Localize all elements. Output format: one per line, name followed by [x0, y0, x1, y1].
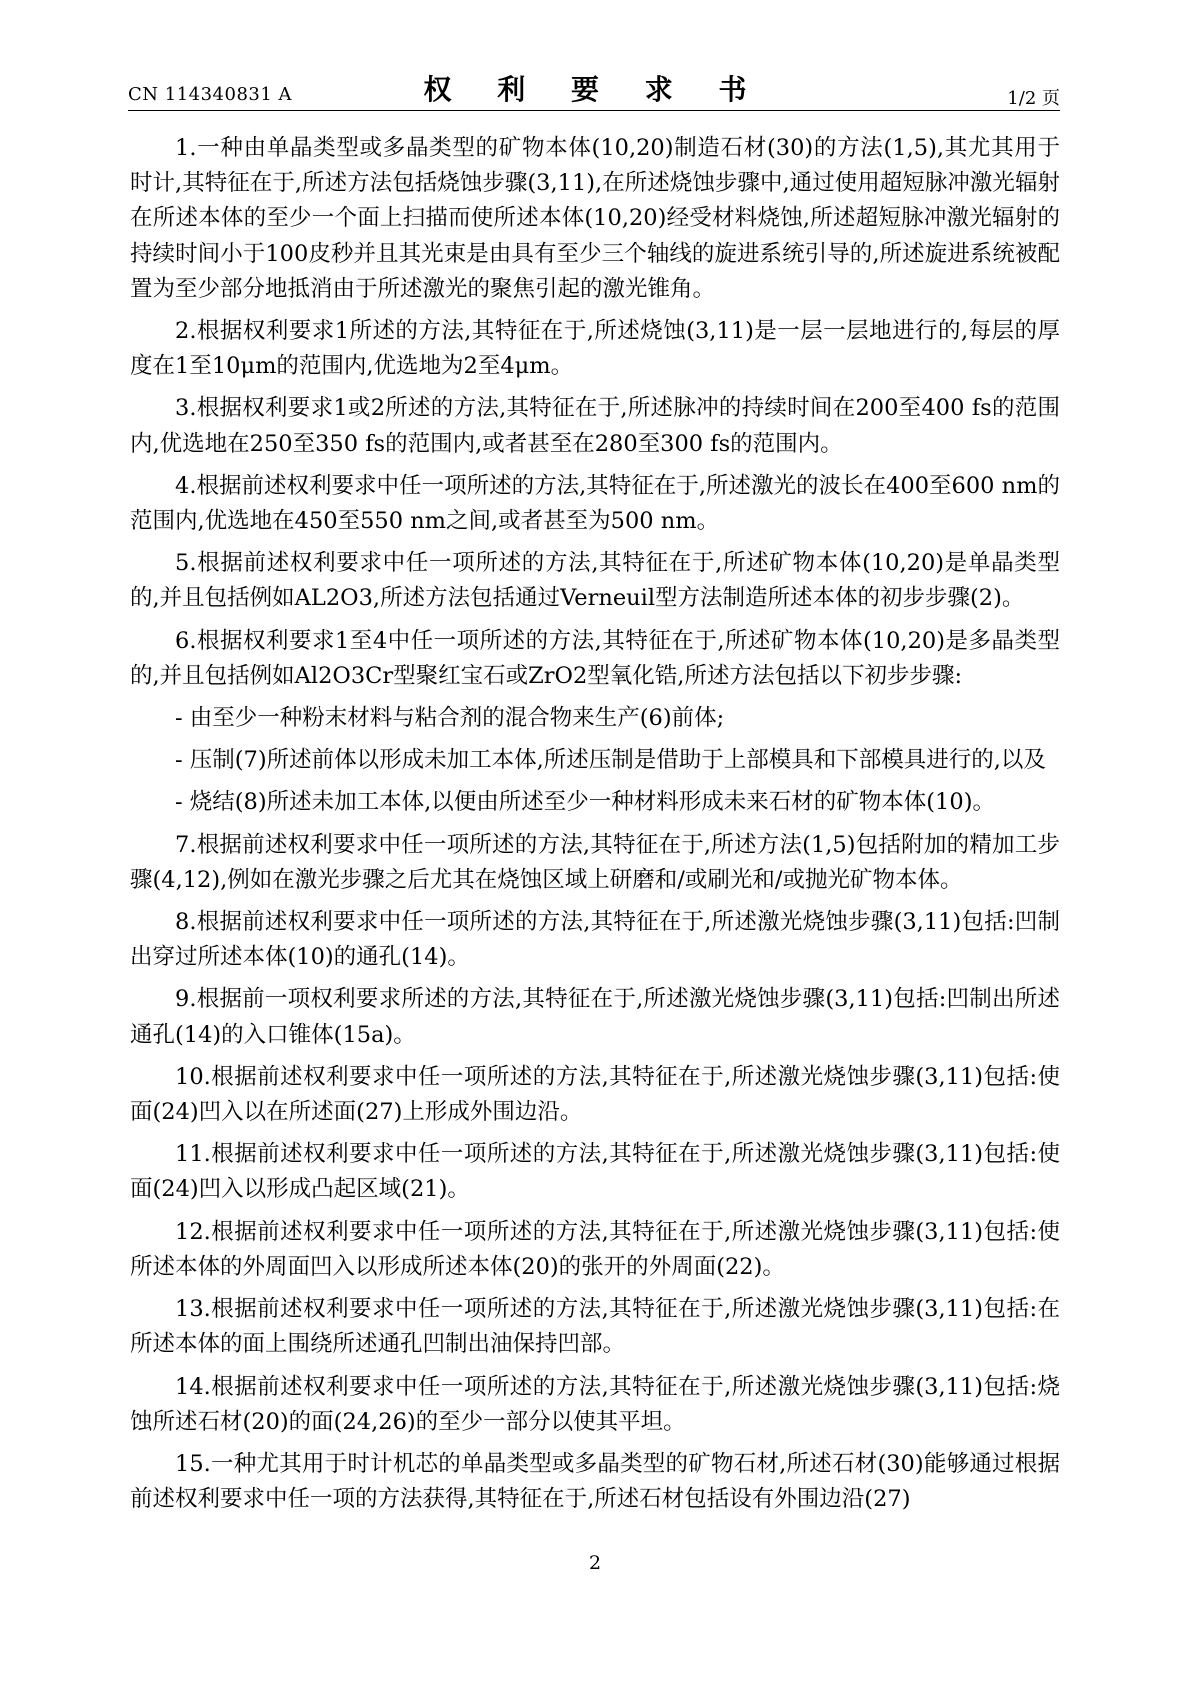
page-count: 1/2 页 [1007, 88, 1060, 109]
page-header [128, 68, 1060, 108]
claim-5: 5.根据前述权利要求中任一项所述的方法,其特征在于,所述矿物本体(10,20)是单晶类型的,并且包括例如AL2O3,所述方法包括通过Verneuil型方法制造所述本体的初步步骤(2)。 [130, 550, 1060, 612]
document-number: CN 114340831 A [128, 84, 293, 105]
header-divider [128, 110, 1060, 111]
claim-9: 9.根据前一项权利要求所述的方法,其特征在于,所述激光烧蚀步骤(3,11)包括:凹制出所述通孔(14)的入口锥体(15a)。 [130, 986, 1060, 1048]
claim-4: 4.根据前述权利要求中任一项所述的方法,其特征在于,所述激光的波长在400至600 nm的范围内,优选地在450至550 nm之间,或者甚至为500 nm。 [130, 472, 1060, 535]
claim-1: 1.一种由单晶类型或多晶类型的矿物本体(10,20)制造石材(30)的方法(1,5),其尤其用于时计,其特征在于,所述方法包括烧蚀步骤(3,11),在所述烧蚀步骤中,通过使用超短脉冲激光辐射在所述本体的至少一个面上扫描而使所述本体(10,20)经受材料烧蚀,所述超短脉冲激光辐射的持续时间小于100皮秒并且其光束是由具有至少三个轴线的旋进系统引导的,所述旋进系统被配置为至少部分地抵消由于所述激光的聚焦引起的激光锥角。 [130, 135, 1060, 302]
claim-6-step-2: - 压制(7)所述前体以形成未加工本体,所述压制是借助于上部模具和下部模具进行的,以及 [175, 747, 1046, 774]
claims-body [130, 131, 1060, 1517]
claim-3: 3.根据权利要求1或2所述的方法,其特征在于,所述脉冲的持续时间在200至400 fs的范围内,优选地在250至350 fs的范围内,或者甚至在280至300 fs的范围内。 [130, 395, 1060, 457]
claim-14: 14.根据前述权利要求中任一项所述的方法,其特征在于,所述激光烧蚀步骤(3,11)包括:烧蚀所述石材(20)的面(24,26)的至少一部分以使其平坦。 [130, 1373, 1060, 1435]
claim-15: 15.一种尤其用于时计机芯的单晶类型或多晶类型的矿物石材,所述石材(30)能够通过根据前述权利要求中任一项的方法获得,其特征在于,所述石材包括设有外围边沿(27) [130, 1450, 1060, 1513]
claim-7: 7.根据前述权利要求中任一项所述的方法,其特征在于,所述方法(1,5)包括附加的精加工步骤(4,12),例如在激光步骤之后尤其在烧蚀区域上研磨和/或刷光和/或抛光矿物本体。 [130, 831, 1060, 893]
claim-6: 6.根据权利要求1至4中任一项所述的方法,其特征在于,所述矿物本体(10,20)是多晶类型的,并且包括例如Al2O3Cr型聚红宝石或ZrO2型氧化锆,所述方法包括以下初步步骤: [130, 627, 1060, 689]
claim-10: 10.根据前述权利要求中任一项所述的方法,其特征在于,所述激光烧蚀步骤(3,11)包括:使面(24)凹入以在所述面(27)上形成外围边沿。 [130, 1063, 1060, 1126]
claim-6-step-3: - 烧结(8)所述未加工本体,以便由所述至少一种材料形成未来石材的矿物本体(10)。 [175, 789, 995, 816]
claim-8: 8.根据前述权利要求中任一项所述的方法,其特征在于,所述激光烧蚀步骤(3,11)包括:凹制出穿过所述本体(10)的通孔(14)。 [130, 909, 1060, 971]
page-title: 权 利 要 求 书 [423, 73, 765, 106]
claim-6-step-1: - 由至少一种粉末材料与粘合剂的混合物来生产(6)前体; [175, 705, 725, 732]
page-number: 2 [588, 1552, 602, 1574]
claim-2: 2.根据权利要求1所述的方法,其特征在于,所述烧蚀(3,11)是一层一层地进行的,每层的厚度在1至10μm的范围内,优选地为2至4μm。 [130, 318, 1060, 380]
claim-11: 11.根据前述权利要求中任一项所述的方法,其特征在于,所述激光烧蚀步骤(3,11)包括:使面(24)凹入以形成凸起区域(21)。 [130, 1141, 1060, 1203]
claim-13: 13.根据前述权利要求中任一项所述的方法,其特征在于,所述激光烧蚀步骤(3,11)包括:在所述本体的面上围绕所述通孔凹制出油保持凹部。 [130, 1296, 1060, 1358]
claim-12: 12.根据前述权利要求中任一项所述的方法,其特征在于,所述激光烧蚀步骤(3,11)包括:使所述本体的外周面凹入以形成所述本体(20)的张开的外周面(22)。 [130, 1218, 1060, 1280]
